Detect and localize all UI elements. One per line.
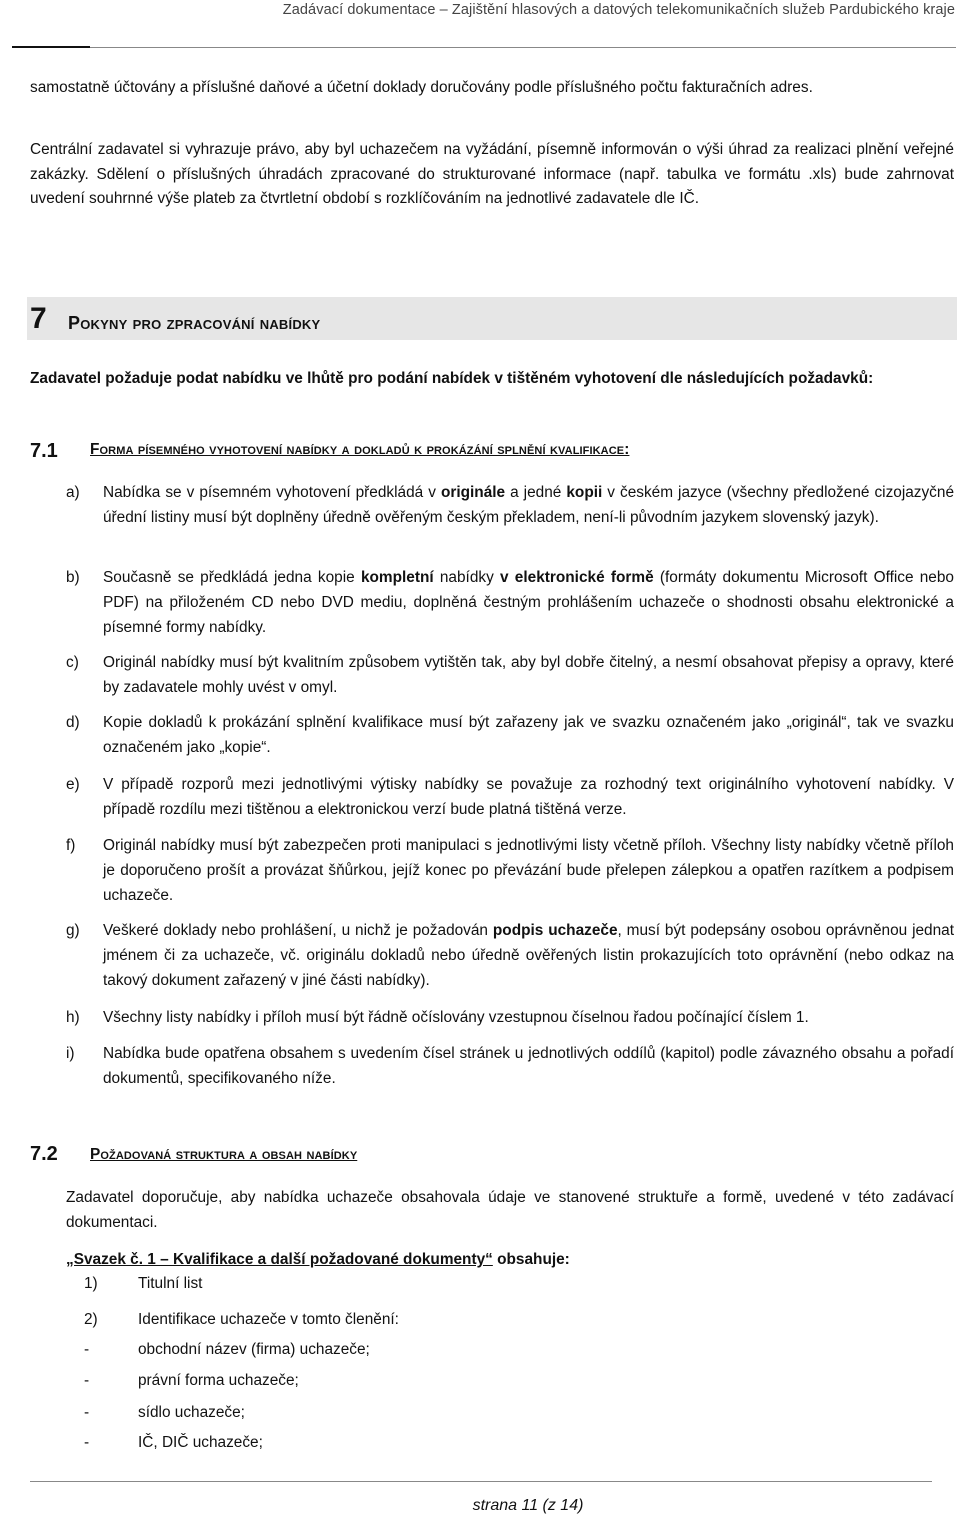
section-7-title: Pokyny pro zpracování nabídky [68,313,321,333]
item-label: - [84,1372,90,1389]
item-text: Kopie dokladů k prokázání splnění kvalifikace musí být zařazeny jak ve svazku označeném jako „originál“, tak ve svazku označeném jako „kopie“. [103,714,954,757]
item-text: Všechny listy nabídky i příloh musí být řádně očíslovány vzestupnou číselnou řadou počínající číslem 1. [103,1009,809,1026]
section-7-2-number: 7.2 [30,1143,58,1165]
item-text: Originál nabídky musí být kvalitním způsobem vytištěn tak, aby byl dobře čitelný, a nesmí obsahovat přepisy a opravy, které by zadavatele mohly uvést v omyl. [103,654,954,697]
page-number: strana 11 (z 14) [472,1497,584,1514]
item-label: e) [66,776,80,793]
item-text: obchodní název (firma) uchazeče; [138,1341,370,1358]
item-label: h) [66,1009,80,1026]
item-text: sídlo uchazeče; [138,1404,245,1421]
intro-paragraph-1: samostatně účtovány a příslušné daňové a účetní doklady doručovány podle příslušného počtu fakturačních adres. [30,79,813,96]
section-7-intro: Zadavatel požaduje podat nabídku ve lhůtě pro podání nabídek v tištěném vyhotovení dle následujících požadavků: [30,370,874,387]
item-label: - [84,1404,90,1421]
section-7-2-intro: Zadavatel doporučuje, aby nabídka uchazeče obsahovala údaje ve stanovené struktuře a formě, uvedené v této zadávací dokumentaci. [66,1189,954,1231]
item-text: Současně se předkládá jedna kopie kompletní nabídky v elektronické formě (formáty dokumentu Microsoft Office nebo PDF) na přiloženém CD nebo DVD mediu, doplněná čestným prohlášením uchazeče o shodnosti obsahu elektronické a písemné formy nabídky. [103,569,954,637]
item-text: Nabídka se v písemném vyhotovení předkládá v originále a jedné kopii v českém jazyce (všechny předložené cizojazyčné úřední listiny musí být doplněny úředně ověřeným českým překladem, není-li původním jazykem slovenský jazyk). [103,484,955,527]
item-label: f) [66,837,76,854]
svazek-heading: „Svazek č. 1 – Kvalifikace a další požadované dokumenty“ obsahuje: [66,1251,570,1268]
item-label: 1) [84,1275,98,1292]
item-label: 2) [84,1311,98,1328]
footer-rule [30,1481,932,1482]
running-header: Zadávací dokumentace – Zajištění hlasových a datových telekomunikačních služeb Pardubického kraje [282,2,955,18]
item-text: Titulní list [138,1275,203,1292]
item-label: g) [66,922,80,939]
item-label: d) [66,714,80,731]
item-label: c) [66,654,79,671]
header-rule-accent [12,46,90,48]
item-text: V případě rozporů mezi jednotlivými výtisky nabídky se považuje za rozhodný text originálního vyhotovení nabídky. V případě rozdílu mezi tištěnou a elektronickou verzí bude platná tištěná verze. [103,776,954,819]
item-label: a) [66,484,80,501]
item-text: IČ, DIČ uchazeče; [138,1434,263,1451]
header-rule [12,47,956,48]
item-label: b) [66,569,80,586]
item-text: Veškeré doklady nebo prohlášení, u nichž je požadován podpis uchazeče, musí být podepsány osobou oprávněnou jednat jménem či za uchazeče, vč. originálu dokladů nebo úředně ověřených listin prokazujících toto oprávnění (nebo odkaz na takový dokument zařazený v jiné části nabídky). [103,922,954,990]
item-text: Identifikace uchazeče v tomto členění: [138,1311,399,1328]
item-text: Nabídka bude opatřena obsahem s uvedením čísel stránek u jednotlivých oddílů (kapitol) podle závazného obsahu a pořadí dokumentů, specifikovaného níže. [103,1045,954,1088]
item-text: právní forma uchazeče; [138,1372,299,1389]
section-7-number: 7 [30,302,47,335]
section-7-2-title: Požadovaná struktura a obsah nabídky [90,1146,358,1163]
item-label: - [84,1434,90,1451]
item-label: i) [66,1045,75,1062]
item-text: Originál nabídky musí být zabezpečen proti manipulaci s jednotlivými listy včetně příloh. Všechny listy nabídky včetně příloh je doporučeno prošít a provázat šňůrkou, jejíž konec po převázání bude přelepen zálepkou a opatřen razítkem a podpisem uchazeče. [103,837,954,905]
intro-paragraph-2: Centrální zadavatel si vyhrazuje právo, aby byl uchazečem na vyžádání, písemně informován o výši úhrad za realizaci plnění veřejné zakázky. Sdělení o příslušných úhradách zpracované do strukturované informace (např. tabulka ve formátu .xls) bude zahrnovat uvedení souhrnné výše plateb za čtvrtletní období s rozklíčováním na jednotlivé zadavatele dle IČ. [30,141,954,207]
item-label: - [84,1341,90,1358]
section-7-1-title: Forma písemného vyhotovení nabídky a dokladů k prokázání splnění kvalifikace: [90,441,630,458]
section-7-1-number: 7.1 [30,440,58,462]
